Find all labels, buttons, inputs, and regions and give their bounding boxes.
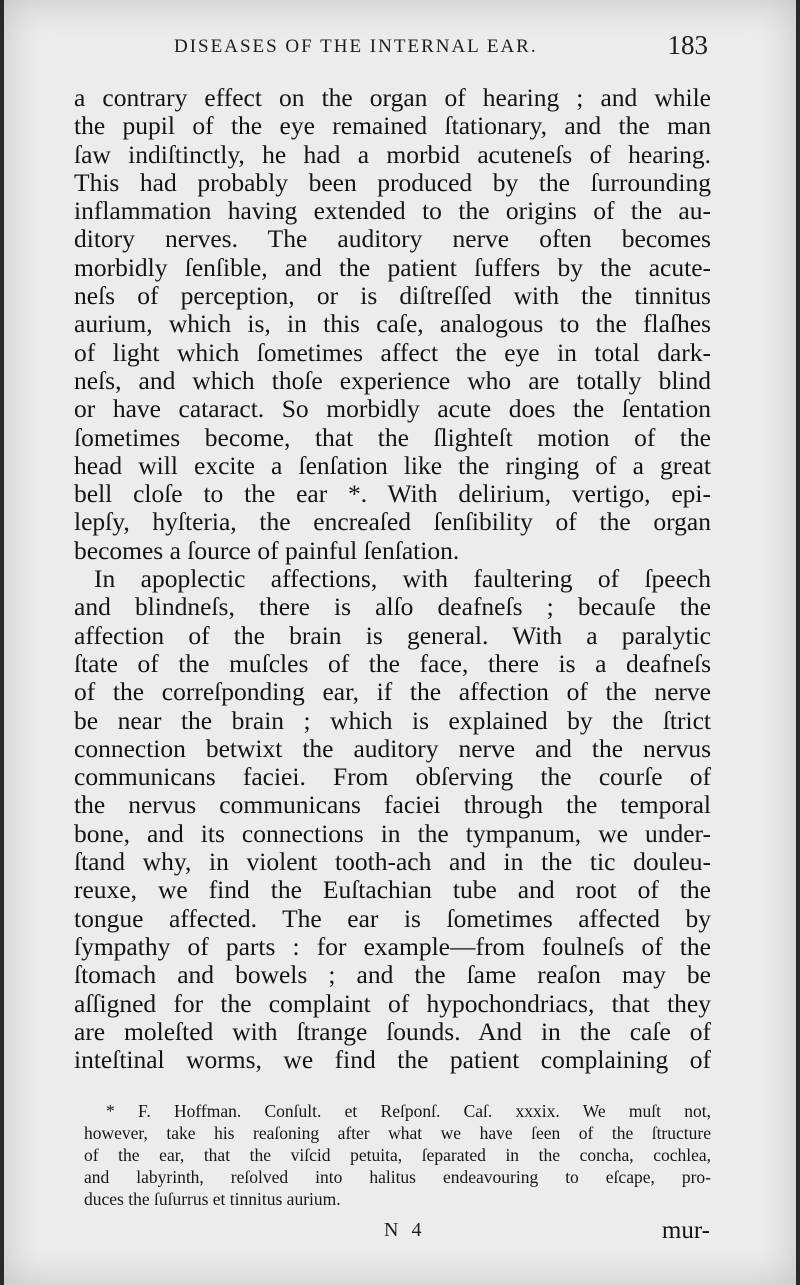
text-line: be near the brain ; which is explained by the ſtrict [74, 705, 711, 735]
text-line: the nervus communicans faciei through the temporal [74, 790, 711, 820]
page-header [4, 30, 796, 70]
page-footer [4, 1215, 796, 1255]
text-line: aſſigned for the complaint of hypochondriacs, that they [74, 988, 711, 1018]
text-line: This had probably been produced by the ſurrounding [74, 167, 711, 197]
signature-mark: N 4 [384, 1219, 426, 1241]
text-line: of light which ſometimes affect the eye in total dark- [74, 337, 711, 367]
text-line: tongue affected. The ear is ſometimes affected by [74, 903, 711, 933]
footnote-line: of the ear, that the viſcid petuita, ſeparated in the concha, cochlea, [84, 1145, 711, 1165]
text-line: inflammation having extended to the origins of the au- [74, 196, 711, 226]
text-line: ſaw indiſtinctly, he had a morbid acuteneſs of hearing. [74, 139, 711, 169]
footnote [84, 1100, 711, 1210]
text-line: ſometimes become, that the ſlighteſt motion of the [74, 422, 711, 452]
text-line: bell cloſe to the ear *. With delirium, vertigo, epi- [74, 479, 711, 509]
paragraph-2 [74, 565, 711, 1074]
footnote-line: however, take his reaſoning after what we have ſeen of the ſtructure [84, 1123, 711, 1143]
paragraph-1 [74, 84, 711, 565]
text-line: inteſtinal worms, we find the patient complaining of [74, 1045, 711, 1075]
text-line: ſtate of the muſcles of the face, there is a deafneſs [74, 648, 711, 678]
text-line: and blindneſs, there is alſo deafneſs ; becauſe the [74, 592, 711, 622]
text-line: a contrary effect on the organ of hearing ; and while [74, 83, 711, 112]
text-line: reuxe, we find the Euſtachian tube and root of the [74, 875, 711, 905]
footnote-line: and labyrinth, reſolved into halitus endeavouring to eſcape, pro- [84, 1167, 711, 1187]
footnote-line: duces the ſuſurrus et tinnitus aurium. [84, 1189, 341, 1209]
text-line: are moleſted with ſtrange ſounds. And in the caſe of [74, 1016, 711, 1046]
text-line: ſtomach and bowels ; and the ſame reaſon may be [74, 960, 711, 990]
text-line: or have cataract. So morbidly acute does the ſentation [74, 394, 711, 424]
text-line: aurium, which is, in this caſe, analogous to the flaſhes [74, 309, 711, 339]
text-line: of the correſponding ear, if the affection of the nerve [74, 677, 711, 707]
text-line: In apoplectic affections, with faultering of ſpeech [94, 564, 711, 594]
footnote-line: * F. Hoffman. Conſult. et Reſponſ. Caſ. xxxix. We muſt not, [106, 1101, 711, 1121]
text-line: morbidly ſenſible, and the patient ſuffers by the acute- [74, 252, 711, 282]
text-line: affection of the brain is general. With a paralytic [74, 620, 711, 650]
text-line: neſs, and which thoſe experience who are totally blind [74, 365, 711, 395]
text-line: becomes a ſource of painful ſenſation. [74, 535, 460, 565]
book-page [4, 0, 796, 1285]
catchword: mur- [661, 1217, 710, 1244]
text-line: communicans faciei. From obſerving the courſe of [74, 762, 711, 792]
page-number: 183 [667, 30, 708, 60]
running-head: DISEASES OF THE INTERNAL EAR. [174, 36, 538, 57]
body-text [74, 84, 711, 1074]
text-line: connection betwixt the auditory nerve and the nervus [74, 733, 711, 763]
text-line: ditory nerves. The auditory nerve often becomes [74, 224, 711, 254]
text-line: head will excite a ſenſation like the ringing of a great [74, 450, 711, 480]
text-line: bone, and its connections in the tympanum, we under- [74, 818, 711, 848]
text-line: ſympathy of parts : for example—from foulneſs of the [74, 931, 711, 961]
text-line: neſs of perception, or is diſtreſſed with the tinnitus [74, 281, 711, 311]
text-line: lepſy, hyſteria, the encreaſed ſenſibility of the organ [74, 507, 711, 537]
text-line: the pupil of the eye remained ſtationary, and the man [74, 111, 711, 141]
text-line: ſtand why, in violent tooth-ach and in the tic douleu- [74, 847, 711, 877]
